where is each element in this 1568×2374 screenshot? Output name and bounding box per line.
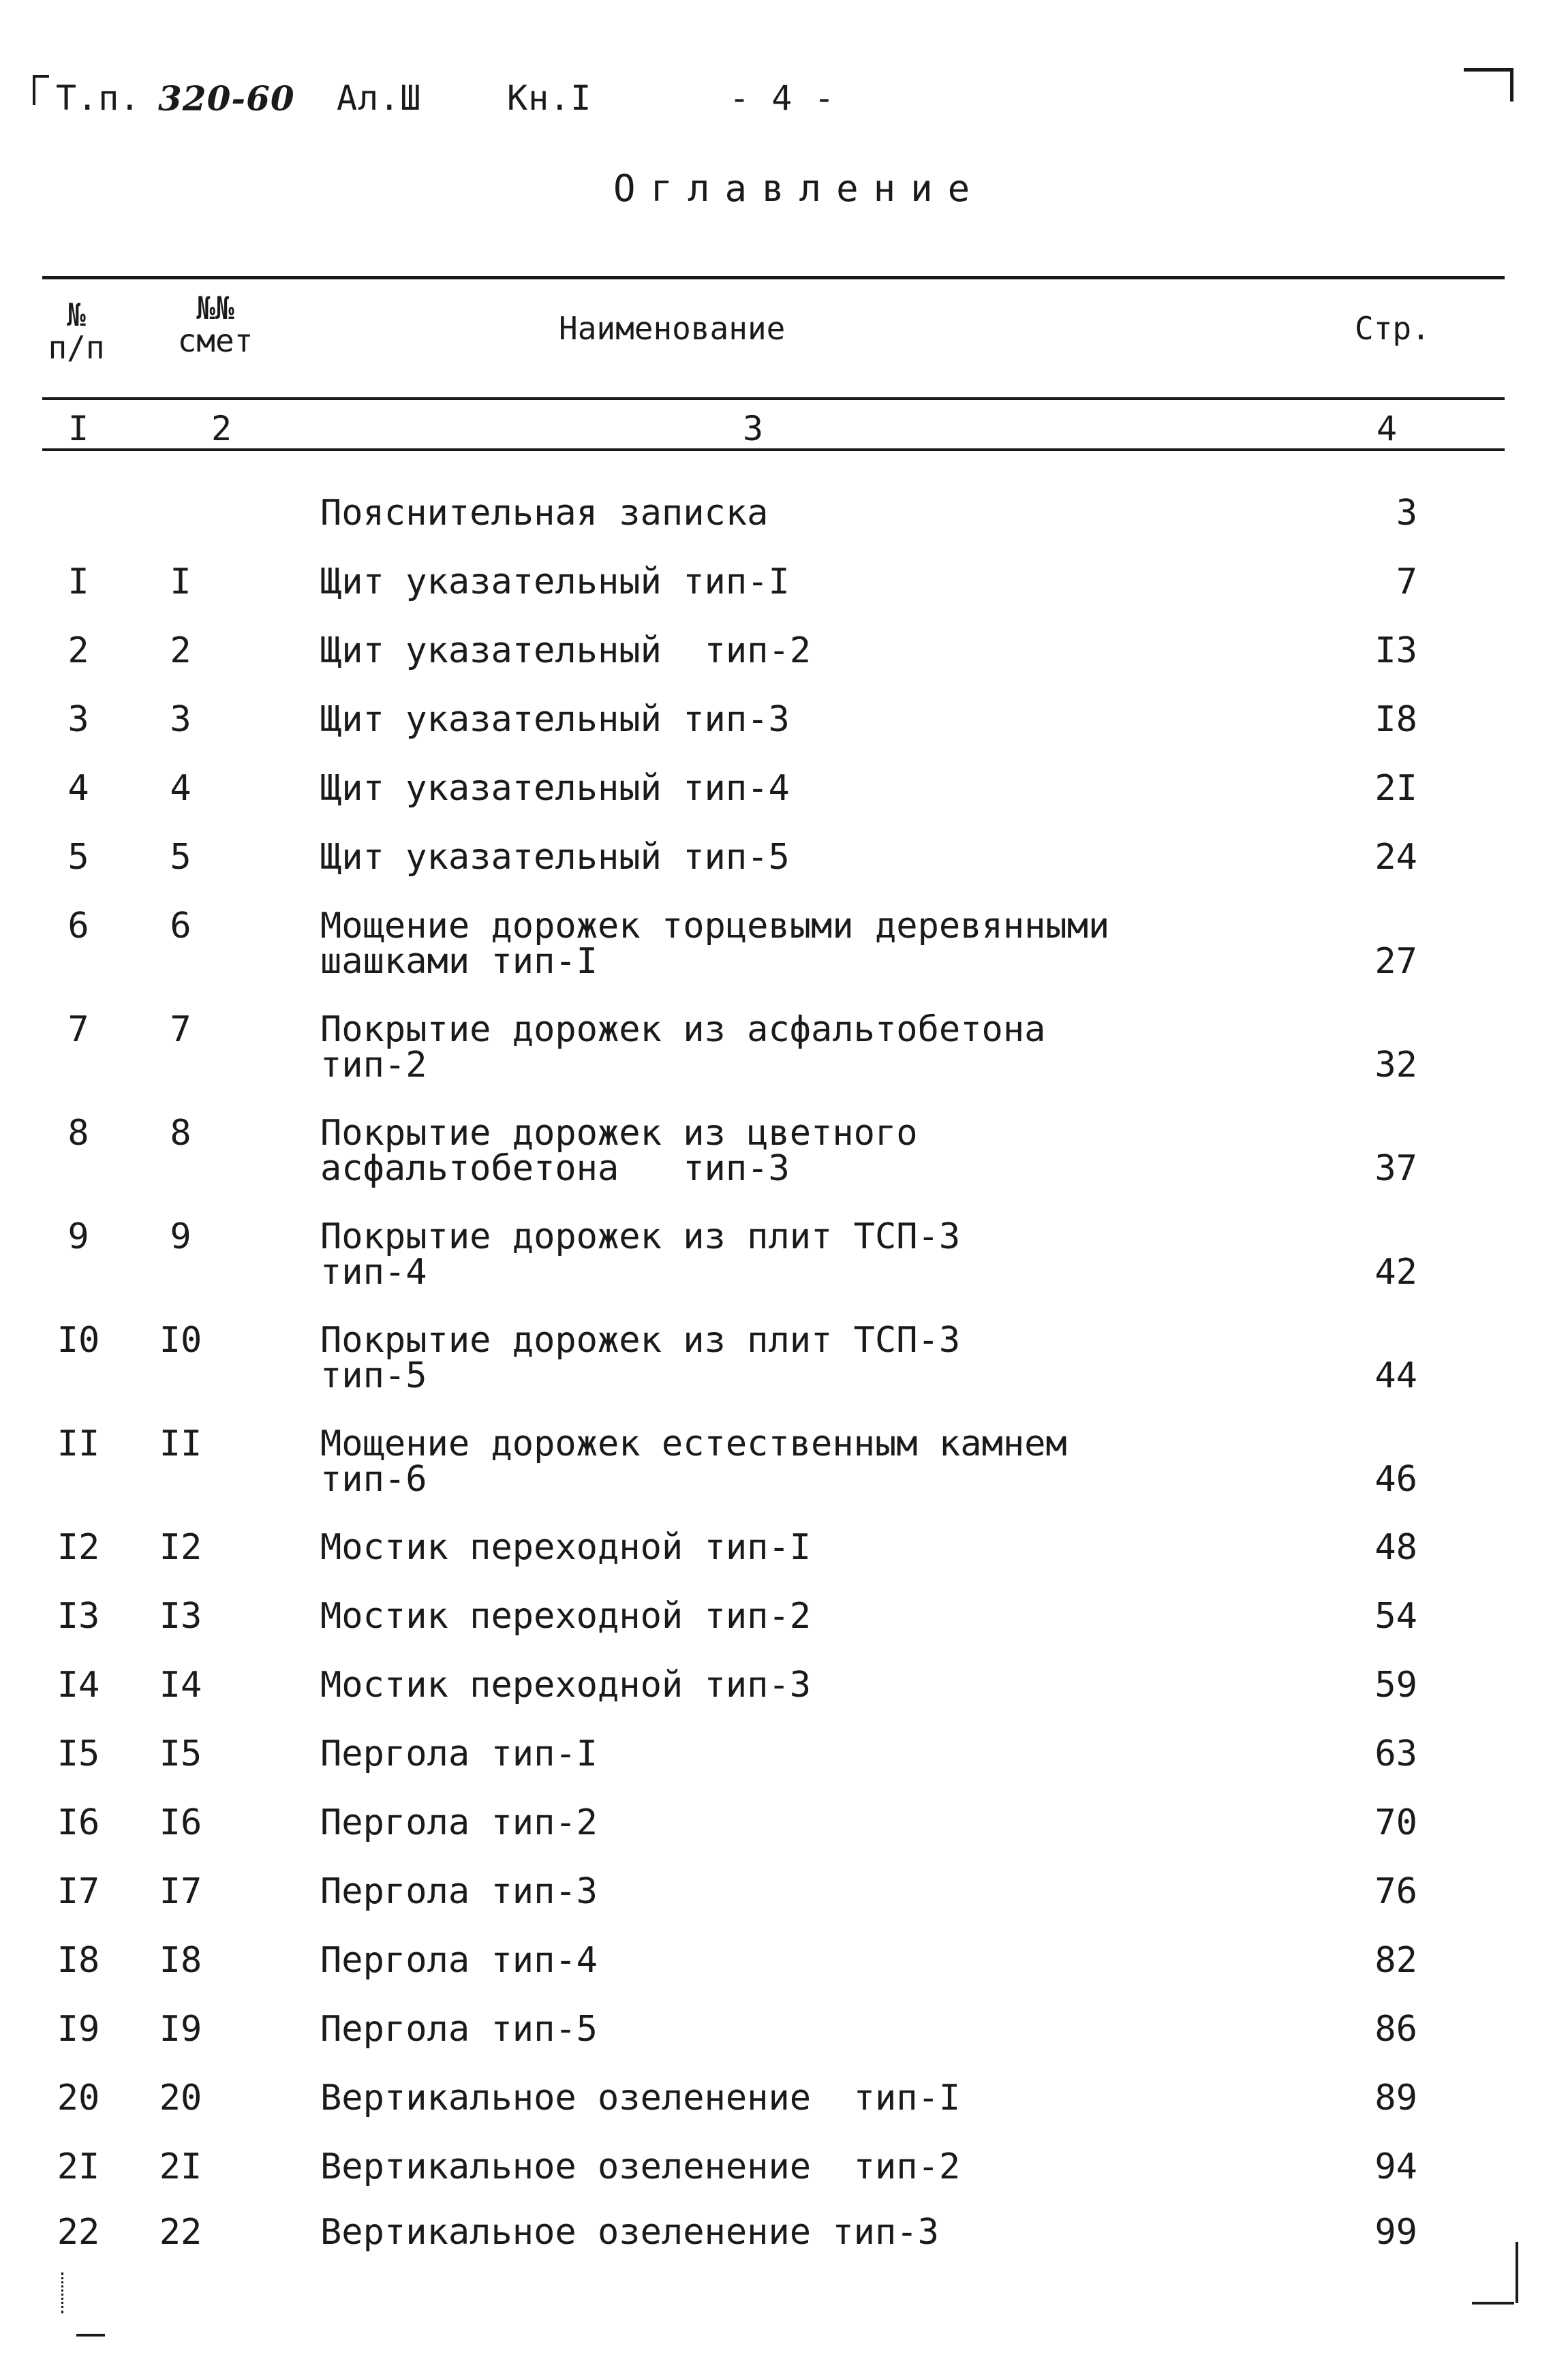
row-page-number: 3 xyxy=(1396,493,1417,534)
row-number: I xyxy=(67,561,89,602)
row-title-line: Мощение дорожек естественным камнем xyxy=(320,1423,1067,1464)
row-number: I8 xyxy=(57,1940,100,1981)
corner-mark-top-right xyxy=(1464,68,1513,102)
row-page-number: 27 xyxy=(1374,941,1417,982)
row-title-line: Щит указательный тип-2 xyxy=(320,630,812,671)
row-title-line: Вертикальное озеленение тип-I xyxy=(320,2078,961,2118)
corner-mark-top-left xyxy=(33,75,49,105)
column-number-2: 2 xyxy=(211,409,232,448)
header-page: Стр. xyxy=(1355,310,1430,347)
row-number: 8 xyxy=(67,1113,89,1154)
row-estimate-number: I3 xyxy=(159,1596,202,1637)
header-number-symbol: № xyxy=(67,296,86,333)
row-page-number: 63 xyxy=(1374,1733,1417,1774)
column-number-1: I xyxy=(67,409,89,448)
row-title-line: тип-5 xyxy=(320,1355,427,1396)
row-title xyxy=(320,1009,1046,1085)
row-title-line: Пергола тип-4 xyxy=(320,1940,598,1981)
column-number-4: 4 xyxy=(1376,409,1398,448)
table-top-rule xyxy=(42,276,1505,279)
page-title: Оглавление xyxy=(613,167,985,210)
row-estimate-number: I7 xyxy=(159,1871,202,1912)
row-page-number: 99 xyxy=(1374,2212,1417,2253)
row-title xyxy=(320,906,1110,982)
row-title-line: Пергола тип-3 xyxy=(320,1871,598,1912)
row-title-line: Мощение дорожек торцевыми деревянными xyxy=(320,906,1110,946)
row-estimate-number: I8 xyxy=(159,1940,202,1981)
row-page-number: 2I xyxy=(1374,768,1417,809)
row-title-line: тип-6 xyxy=(320,1459,427,1500)
row-estimate-number: 7 xyxy=(170,1009,191,1050)
row-page-number: 76 xyxy=(1374,1871,1417,1912)
corner-mark-bottom-left xyxy=(61,2272,63,2313)
row-estimate-number: 2 xyxy=(170,630,191,671)
row-title xyxy=(320,630,812,671)
row-number: I3 xyxy=(57,1596,100,1637)
corner-mark-bottom-right-base xyxy=(1472,2302,1514,2304)
row-page-number: 24 xyxy=(1374,837,1417,878)
row-title-line: Покрытие дорожек из асфальтобетона xyxy=(320,1009,1046,1050)
row-number: 20 xyxy=(57,2078,100,2118)
row-title xyxy=(320,699,790,740)
row-estimate-number: 20 xyxy=(159,2078,202,2118)
row-title-line: Покрытие дорожек из плит ТСП-3 xyxy=(320,1320,961,1361)
row-title-line: Щит указательный тип-3 xyxy=(320,699,790,740)
header-code-prefix: Т.п. xyxy=(56,78,141,118)
row-page-number: 70 xyxy=(1374,1802,1417,1843)
header-code-number: 320-60 xyxy=(158,78,295,119)
row-page-number: 89 xyxy=(1374,2078,1417,2118)
row-title xyxy=(320,1596,812,1637)
row-estimate-number: I xyxy=(170,561,191,602)
row-title-line: Пергола тип-2 xyxy=(320,1802,598,1843)
row-number: 9 xyxy=(67,1216,89,1257)
header-number-label: п/п xyxy=(48,329,105,367)
row-number: 2 xyxy=(67,630,89,671)
row-title xyxy=(320,2009,598,2050)
row-page-number: I8 xyxy=(1374,699,1417,740)
row-estimate-number: I9 xyxy=(159,2009,202,2050)
table-header-rule xyxy=(42,397,1505,400)
table-column-number-rule xyxy=(42,448,1505,451)
row-number: 6 xyxy=(67,906,89,946)
row-title-line: шашками тип-I xyxy=(320,941,598,982)
header-estimate xyxy=(161,292,270,358)
row-number: I2 xyxy=(57,1527,100,1568)
row-number: I9 xyxy=(57,2009,100,2050)
header-number xyxy=(42,298,110,365)
column-number-3: 3 xyxy=(742,409,764,448)
row-estimate-number: I4 xyxy=(159,1665,202,1706)
row-title-line: тип-4 xyxy=(320,1252,427,1293)
row-title-line: Щит указательный тип-5 xyxy=(320,837,790,878)
row-title-line: Мостик переходной тип-I xyxy=(320,1527,812,1568)
row-number: 4 xyxy=(67,768,89,809)
row-estimate-number: 6 xyxy=(170,906,191,946)
row-page-number: 82 xyxy=(1374,1940,1417,1981)
row-title-line: Покрытие дорожек из плит ТСП-3 xyxy=(320,1216,961,1257)
row-title xyxy=(320,837,790,878)
row-number: I6 xyxy=(57,1802,100,1843)
row-title-line: Вертикальное озеленение тип-2 xyxy=(320,2146,961,2187)
row-page-number: 48 xyxy=(1374,1527,1417,1568)
row-estimate-number: 9 xyxy=(170,1216,191,1257)
row-title xyxy=(320,493,769,534)
row-page-number: 37 xyxy=(1374,1148,1417,1189)
header-name: Наименование xyxy=(559,310,786,347)
row-page-number: I3 xyxy=(1374,630,1417,671)
row-number: 7 xyxy=(67,1009,89,1050)
row-title xyxy=(320,1216,961,1293)
row-number: I5 xyxy=(57,1733,100,1774)
row-page-number: 46 xyxy=(1374,1459,1417,1500)
row-title xyxy=(320,1665,812,1706)
row-title-line: Щит указательный тип-4 xyxy=(320,768,790,809)
corner-mark-bottom-right xyxy=(1511,2242,1518,2303)
row-estimate-number: 3 xyxy=(170,699,191,740)
row-number: I0 xyxy=(57,1320,100,1361)
row-number: 2I xyxy=(57,2146,100,2187)
row-number: 3 xyxy=(67,699,89,740)
row-title-line: Вертикальное озеленение тип-3 xyxy=(320,2212,939,2253)
row-title xyxy=(320,2080,960,2116)
row-title xyxy=(320,1802,598,1843)
row-estimate-number: 22 xyxy=(159,2212,202,2253)
row-estimate-number: II xyxy=(159,1423,202,1464)
row-page-number: 7 xyxy=(1396,561,1417,602)
header-book: Кн.I xyxy=(507,78,592,118)
header-estimate-label: смет xyxy=(177,322,253,360)
header-page-number: - 4 - xyxy=(729,78,835,118)
row-title-line: Пояснительная записка xyxy=(320,493,769,534)
row-title xyxy=(320,768,790,809)
row-title-line: Пергола тип-5 xyxy=(320,2009,598,2050)
row-number: 5 xyxy=(67,837,89,878)
row-estimate-number: 8 xyxy=(170,1113,191,1154)
row-page-number: 32 xyxy=(1374,1045,1417,1085)
row-title xyxy=(320,1423,1067,1500)
row-title xyxy=(320,1940,598,1981)
row-estimate-number: I0 xyxy=(159,1320,202,1361)
row-page-number: 44 xyxy=(1374,1355,1417,1396)
row-title xyxy=(320,2146,961,2187)
row-title xyxy=(320,1113,918,1189)
row-estimate-number: I2 xyxy=(159,1527,202,1568)
header-album: Ал.Ш xyxy=(337,78,422,118)
row-number: I4 xyxy=(57,1665,100,1706)
row-page-number: 54 xyxy=(1374,1596,1417,1637)
row-title-line: Мостик переходной тип-3 xyxy=(320,1665,812,1706)
row-estimate-number: I5 xyxy=(159,1733,202,1774)
row-page-number: 59 xyxy=(1374,1665,1417,1706)
row-title-line: Пергола тип-I xyxy=(320,1733,598,1774)
row-page-number: 42 xyxy=(1374,1252,1417,1293)
row-title-line: Мостик переходной тип-2 xyxy=(320,1596,812,1637)
row-estimate-number: 2I xyxy=(159,2146,202,2187)
header-estimate-symbol: №№ xyxy=(196,290,234,326)
row-title-line: Покрытие дорожек из цветного xyxy=(320,1113,918,1154)
corner-mark-bottom-left-base xyxy=(76,2334,105,2337)
row-title xyxy=(320,1871,598,1912)
row-title-line: Щит указательный тип-I xyxy=(320,561,790,602)
row-title-line: асфальтобетона тип-3 xyxy=(320,1148,790,1189)
row-number: II xyxy=(57,1423,100,1464)
row-estimate-number: I6 xyxy=(159,1802,202,1843)
row-estimate-number: 4 xyxy=(170,768,191,809)
row-page-number: 86 xyxy=(1374,2009,1417,2050)
row-title xyxy=(320,1320,961,1396)
row-number: 22 xyxy=(57,2212,100,2253)
row-number: I7 xyxy=(57,1871,100,1912)
row-estimate-number: 5 xyxy=(170,837,191,878)
row-page-number: 94 xyxy=(1374,2146,1417,2187)
row-title xyxy=(320,1527,812,1568)
row-title-line: тип-2 xyxy=(320,1045,427,1085)
row-title xyxy=(320,561,790,602)
row-title xyxy=(320,1733,598,1774)
row-title xyxy=(320,2212,939,2253)
